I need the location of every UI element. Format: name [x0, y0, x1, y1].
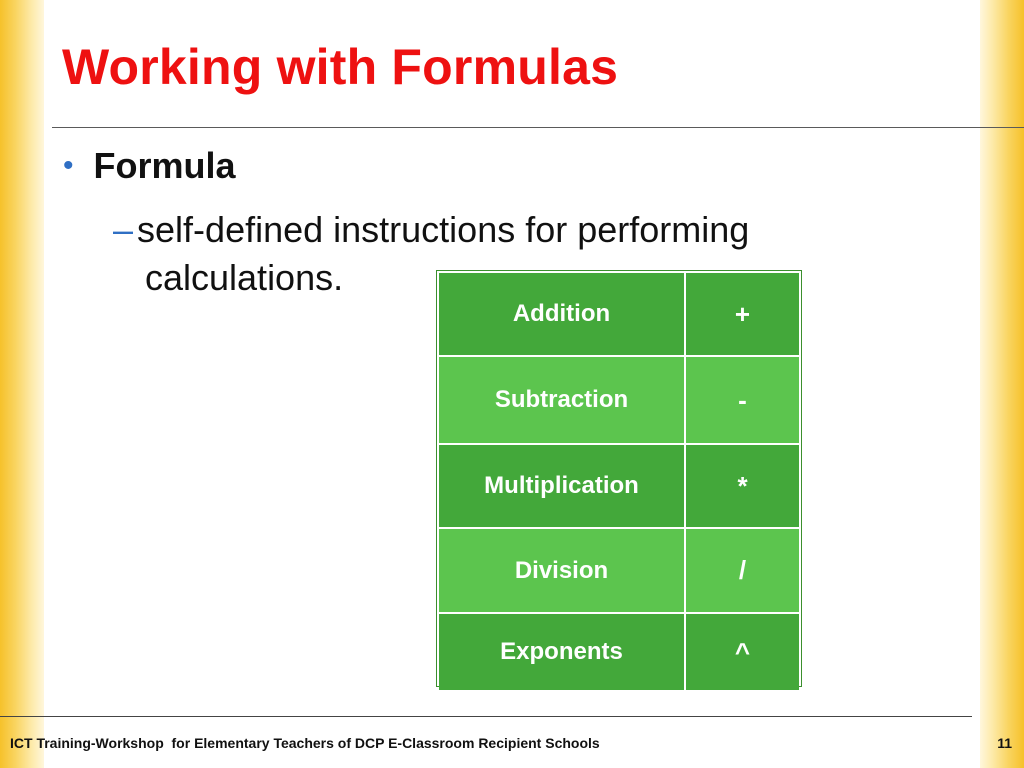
footer-divider [0, 716, 972, 717]
operation-symbol: ^ [686, 614, 799, 690]
right-decorative-band [980, 0, 1024, 768]
sub-bullet-marker: – [113, 209, 134, 250]
operation-symbol: - [686, 357, 799, 443]
title-divider [52, 127, 1024, 128]
operation-symbol: * [686, 445, 799, 527]
table-row [439, 529, 799, 614]
page-number: 11 [997, 735, 1012, 751]
bullet-formula [63, 145, 236, 187]
operation-name: Exponents [439, 614, 686, 690]
operation-name: Subtraction [439, 357, 686, 443]
slide-title: Working with Formulas [62, 39, 619, 95]
table-row [439, 614, 799, 690]
definition-line-2: calculations. [145, 257, 344, 298]
operation-name: Multiplication [439, 445, 686, 527]
bullet-marker: • [63, 149, 74, 182]
left-decorative-band [0, 0, 44, 768]
operators-table [437, 271, 801, 686]
bullet-term: Formula [93, 145, 236, 186]
footer-text: ICT Training-Workshop for Elementary Teachers of DCP E-Classroom Recipient Schools [10, 735, 600, 751]
operation-name: Division [439, 529, 686, 612]
table-row [439, 357, 799, 445]
table-row [439, 445, 799, 529]
operation-name: Addition [439, 273, 686, 355]
operation-symbol: + [686, 273, 799, 355]
operation-symbol: / [686, 529, 799, 612]
table-row [439, 273, 799, 357]
definition-line-1: self-defined instructions for performing [137, 209, 750, 250]
